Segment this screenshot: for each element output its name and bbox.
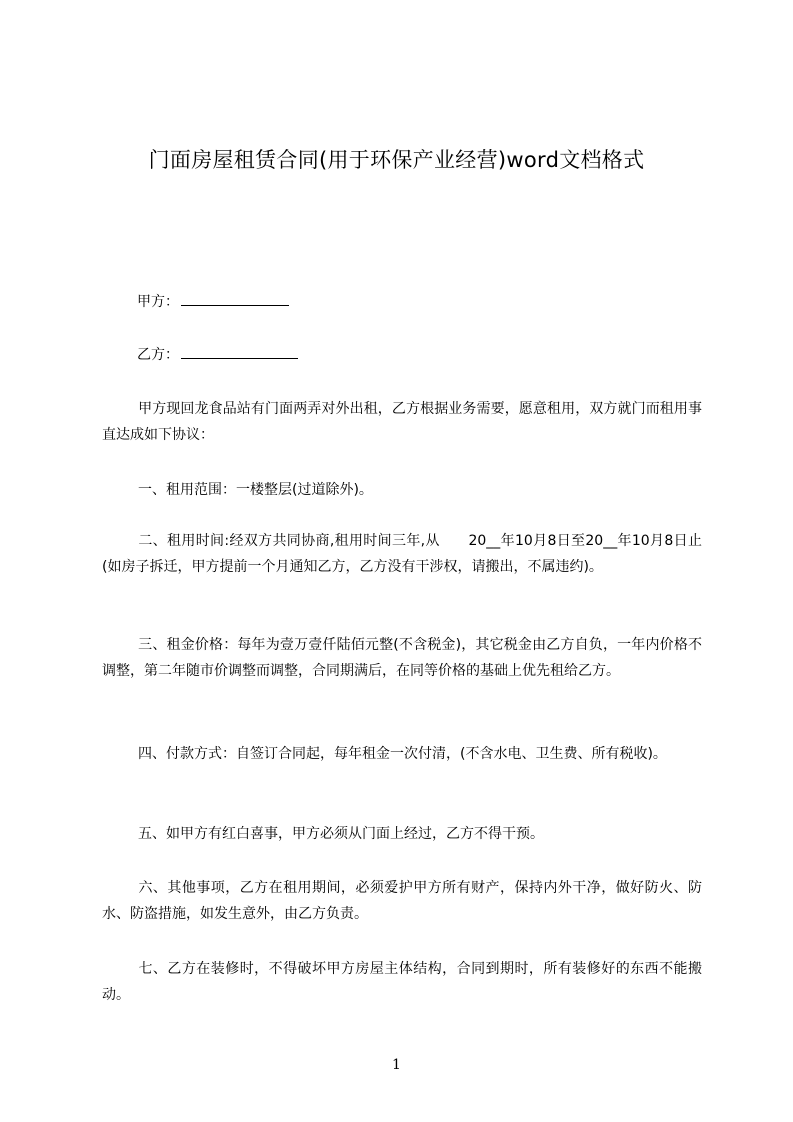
party-b-label: 乙方： <box>137 347 179 363</box>
party-a-line <box>137 289 289 314</box>
party-a-label: 甲方： <box>137 294 179 310</box>
clause-4: 四、付款方式：自签订合同起，每年租金一次付清，(不含水电、卫生费、所有税收)。 <box>138 746 667 762</box>
clause-3: 三、租金价格：每年为壹万壹仟陆佰元整(不含税金)，其它税金由乙方自负，一年内价格不调整，第二年随市价调整而调整，合同期满后，在同等价格的基础上优先租给乙方。 <box>102 637 702 679</box>
party-b-blank <box>181 342 298 359</box>
clause-6: 六、其他事项，乙方在租用期间，必须爱护甲方所有财产，保持内外干净，做好防火、防水、防盗措施，如发生意外，由乙方负责。 <box>102 880 702 922</box>
intro-paragraph: 甲方现回龙食品站有门面两弄对外出租，乙方根据业务需要，愿意租用，双方就门而租用事直达成如下协议： <box>102 401 702 443</box>
page-number: 1 <box>392 1057 401 1073</box>
clause-1: 一、租用范围：一楼整层(过道除外)。 <box>138 482 373 498</box>
party-b-line <box>137 342 298 367</box>
clause-7: 七、乙方在装修时，不得破坏甲方房屋主体结构，合同到期时，所有装修好的东西不能搬动。 <box>102 961 702 1003</box>
clause-2: 二、租用时间:经双方共同协商,租用时间三年,从 20__年10月8日至20__年10月8日止(如房子拆迁，甲方提前一个月通知乙方，乙方没有干涉权，请搬出，不属违约)。 <box>102 533 702 575</box>
party-a-blank <box>181 289 289 306</box>
document-title: 门面房屋租赁合同(用于环保产业经营)word文档格式 <box>148 148 645 172</box>
clause-5: 五、如甲方有红白喜事，甲方必须从门面上经过，乙方不得干预。 <box>138 826 544 842</box>
